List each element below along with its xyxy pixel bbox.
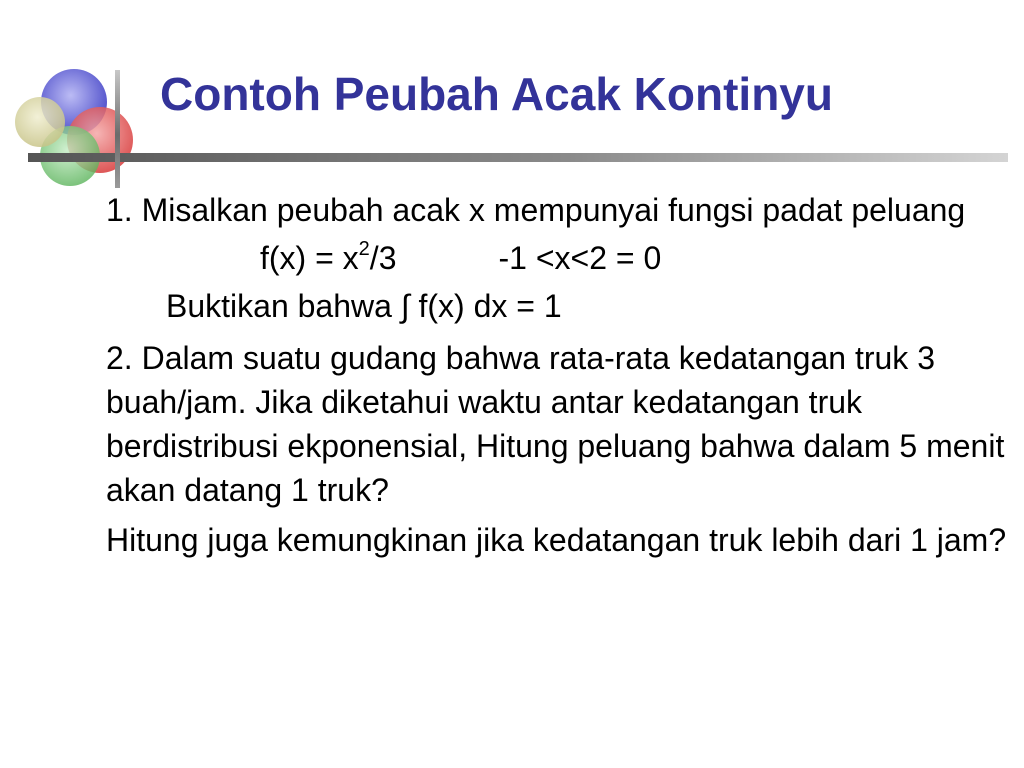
title-vertical-rule	[115, 70, 120, 188]
formula-lhs: f(x) = x	[260, 240, 359, 276]
formula-condition: -1 <x<2 = 0	[498, 240, 662, 276]
problem-1-intro: 1. Misalkan peubah acak x mempunyai fungsi padat peluang	[106, 192, 966, 228]
problem-2-followup: Hitung juga kemungkinan jika kedatangan truk lebih dari 1 jam?	[106, 522, 1007, 558]
prove-statement: Buktikan bahwa ∫ f(x) dx = 1	[166, 288, 562, 324]
density-formula	[106, 236, 1011, 280]
formula-rhs: /3	[369, 240, 397, 276]
title-underline-rule	[28, 153, 1008, 162]
slide-title: Contoh Peubah Acak Kontinyu	[160, 68, 833, 120]
slide-body	[106, 188, 1011, 562]
formula-exponent: 2	[358, 238, 370, 261]
circles-logo-icon	[14, 64, 144, 194]
problem-2-text: 2. Dalam suatu gudang bahwa rata-rata kedatangan truk 3 buah/jam. Jika diketahui waktu antar kedatangan truk berdistribusi ekponensial, Hitung peluang bahwa dalam 5 menit akan datang 1 truk?	[106, 340, 1005, 508]
